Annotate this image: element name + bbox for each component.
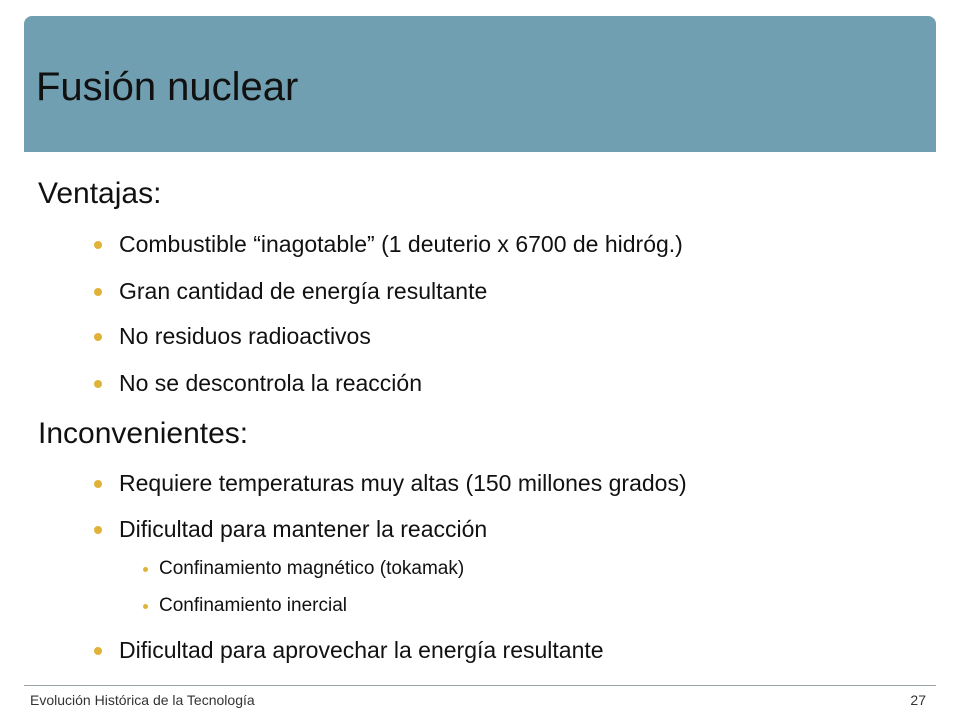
sub-bullet-icon — [143, 604, 148, 609]
sub-list-item-text: Confinamiento inercial — [159, 595, 347, 616]
bullet-icon — [94, 526, 102, 534]
list-item-text: Combustible “inagotable” (1 deuterio x 6700 de hidróg.) — [119, 231, 683, 257]
bullet-icon — [94, 647, 102, 655]
section-heading-inconvenientes: Inconvenientes: — [38, 417, 249, 450]
bullet-icon — [94, 333, 102, 341]
sub-list-item-text: Confinamiento magnético (tokamak) — [159, 558, 465, 579]
bullet-icon — [94, 380, 102, 388]
sub-bullet-icon — [143, 567, 148, 572]
bullet-icon — [94, 288, 102, 296]
footer-page-number: 27 — [910, 692, 926, 708]
list-item-text: Dificultad para mantener la reacción — [119, 516, 488, 542]
list-item-text: No residuos radioactivos — [119, 323, 371, 349]
footer-divider — [24, 685, 936, 686]
list-item-text: Dificultad para aprovechar la energía resultante — [119, 637, 604, 663]
list-item-text: Gran cantidad de energía resultante — [119, 278, 488, 304]
slide-title: Fusión nuclear — [36, 65, 299, 109]
section-heading-ventajas: Ventajas: — [38, 177, 162, 210]
list-item-text: No se descontrola la reacción — [119, 370, 422, 396]
bullet-icon — [94, 241, 102, 249]
bullet-icon — [94, 480, 102, 488]
list-item-text: Requiere temperaturas muy altas (150 millones grados) — [119, 470, 687, 496]
footer-course-name: Evolución Histórica de la Tecnología — [30, 692, 255, 708]
